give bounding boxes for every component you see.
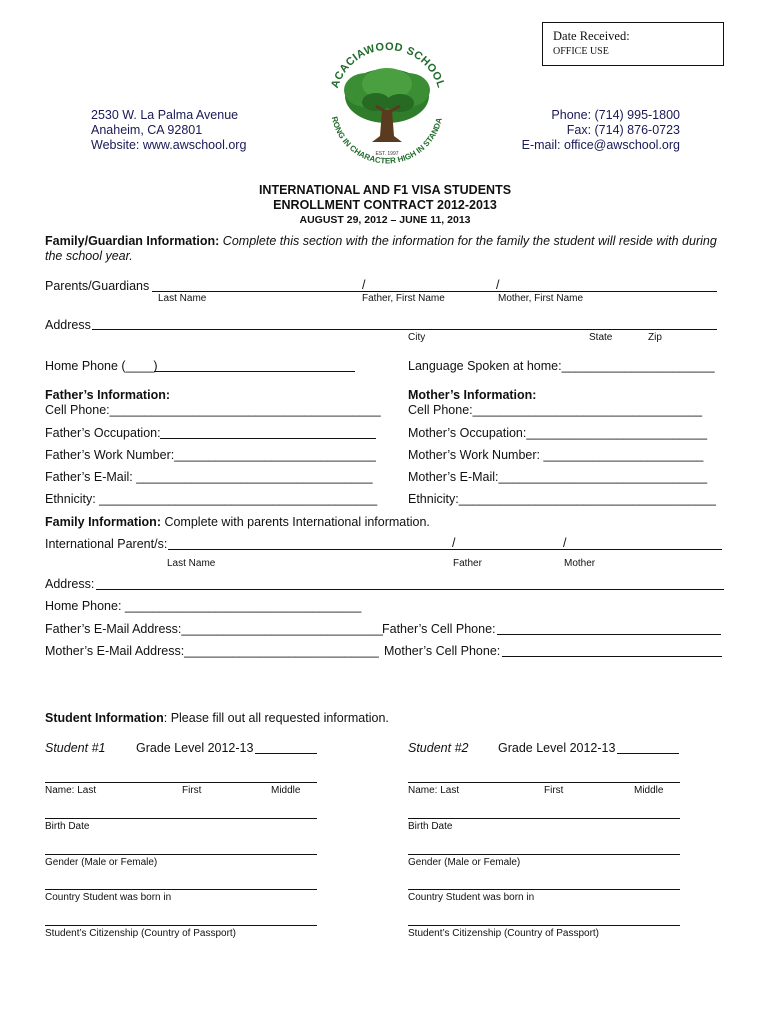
student-2-gender-field[interactable] <box>408 854 680 855</box>
family-guardian-heading: Family/Guardian Information: <box>45 234 220 248</box>
student-2-birthdate-field[interactable] <box>408 818 680 819</box>
title-line1: INTERNATIONAL AND F1 VISA STUDENTS <box>258 183 512 197</box>
family-guardian-instruction-2: the school year. <box>45 249 133 263</box>
father-email-field[interactable]: Father’s E-Mail: __________________________________ <box>45 470 373 484</box>
student-1-gender-field[interactable] <box>45 854 317 855</box>
school-contacts <box>520 108 680 153</box>
father-first-caption: Father, First Name <box>362 293 445 304</box>
mother-email-field[interactable]: Mother’s E-Mail:______________________________ <box>408 470 708 484</box>
address-label: Address <box>45 318 91 332</box>
student-2-middle-caption: Middle <box>634 785 664 796</box>
parents-guardians-label: Parents/Guardians <box>45 279 150 293</box>
svg-text:ACACIAWOOD SCHOOL: ACACIAWOOD SCHOOL <box>329 40 447 90</box>
student-1-label: Student #1 <box>45 741 106 755</box>
intl-slash-1: / <box>452 536 456 550</box>
mother-info-heading: Mother’s Information: <box>408 388 537 402</box>
father-cell-field[interactable]: Cell Phone:_______________________________________ <box>45 403 381 417</box>
student-2-first-caption: First <box>544 785 564 796</box>
student-1-grade-label: Grade Level 2012-13 <box>136 741 254 755</box>
intl-mother-email-field[interactable]: Mother’s E-Mail Address:____________________________ <box>45 644 379 658</box>
student-1-birthdate-field[interactable] <box>45 818 317 819</box>
school-address <box>91 108 246 153</box>
student-2-label: Student #2 <box>408 741 469 755</box>
mother-first-caption: Mother, First Name <box>498 293 584 304</box>
intl-address-label: Address: <box>45 577 95 591</box>
student-1-country-caption: Country Student was born in <box>45 892 172 903</box>
school-city: Anaheim, CA 92801 <box>91 123 203 137</box>
mother-occupation-field[interactable]: Mother’s Occupation:__________________________ <box>408 426 708 440</box>
student-2-citizenship-field[interactable] <box>408 925 680 926</box>
intl-mother-caption: Mother <box>564 558 596 569</box>
parents-slash-2: / <box>496 278 500 292</box>
father-work-field[interactable]: Father’s Work Number:_____________________________ <box>45 448 376 462</box>
school-logo <box>322 40 452 180</box>
student-1-gender-caption: Gender (Male or Female) <box>45 857 158 868</box>
student-1-citizenship-caption: Student’s Citizenship (Country of Passport) <box>45 928 237 939</box>
mother-ethnicity-field[interactable]: Ethnicity:_____________________________________ <box>408 492 716 506</box>
family-guardian-intro <box>45 234 717 248</box>
intl-mother-cell-label: Mother’s Cell Phone: <box>384 644 501 658</box>
parents-slash-1: / <box>362 278 366 292</box>
student-2-birthdate-caption: Birth Date <box>408 821 453 832</box>
student-info-heading: Student Information <box>45 711 164 725</box>
father-ethnicity-field[interactable]: Ethnicity: ________________________________________ <box>45 492 378 506</box>
student-1-name-field[interactable] <box>45 782 317 783</box>
school-logo-emblem <box>322 40 452 180</box>
intl-mother-cell-field[interactable] <box>502 656 722 657</box>
student-2-last-caption: Name: Last <box>408 785 460 796</box>
office-use-box <box>542 22 724 66</box>
student-1-middle-caption: Middle <box>271 785 301 796</box>
student-1-last-caption: Name: Last <box>45 785 97 796</box>
school-fax: Fax: (714) 876-0723 <box>566 123 680 137</box>
intl-father-cell-field[interactable] <box>497 634 721 635</box>
student-1-country-field[interactable] <box>45 889 317 890</box>
svg-text:EST. 1997: EST. 1997 <box>375 151 399 157</box>
school-street: 2530 W. La Palma Avenue <box>91 108 239 122</box>
intl-last-name-caption: Last Name <box>167 558 216 569</box>
intl-father-cell-label: Father’s Cell Phone: <box>382 622 496 636</box>
home-phone-field[interactable] <box>154 371 355 372</box>
address-field[interactable] <box>92 329 717 330</box>
international-parents-field[interactable] <box>168 549 722 550</box>
student-2-gender-caption: Gender (Male or Female) <box>408 857 521 868</box>
family-info-intro <box>45 515 430 529</box>
student-1-citizenship-field[interactable] <box>45 925 317 926</box>
father-occupation-field[interactable] <box>160 438 376 439</box>
mother-cell-field[interactable]: Cell Phone:_________________________________ <box>408 403 703 417</box>
intl-slash-2: / <box>563 536 567 550</box>
last-name-caption: Last Name <box>158 293 207 304</box>
student-2-grade-label: Grade Level 2012-13 <box>498 741 616 755</box>
intl-father-caption: Father <box>453 558 482 569</box>
intl-address-field[interactable] <box>96 589 724 590</box>
home-phone-label: Home Phone (____) <box>45 359 158 373</box>
student-2-grade-field[interactable] <box>617 753 679 754</box>
student-2-citizenship-caption: Student’s Citizenship (Country of Passport) <box>408 928 600 939</box>
intl-home-phone-field[interactable]: Home Phone: __________________________________ <box>45 599 362 613</box>
state-caption: State <box>589 332 613 343</box>
school-website: Website: www.awschool.org <box>91 138 247 152</box>
language-field[interactable]: Language Spoken at home:______________________ <box>408 359 715 373</box>
student-1-first-caption: First <box>182 785 202 796</box>
school-email: E-mail: office@awschool.org <box>521 138 680 152</box>
school-phone: Phone: (714) 995-1800 <box>551 108 680 122</box>
student-2-country-field[interactable] <box>408 889 680 890</box>
family-guardian-instruction: Complete this section with the information for the family the student will reside with during <box>219 234 717 248</box>
city-caption: City <box>408 332 426 343</box>
office-use-label: OFFICE USE <box>553 46 609 57</box>
father-info-heading: Father’s Information: <box>45 388 171 402</box>
zip-caption: Zip <box>648 332 662 343</box>
father-occupation-label: Father’s Occupation: <box>45 426 161 440</box>
student-2-name-field[interactable] <box>408 782 680 783</box>
family-info-instruction: Complete with parents International information. <box>160 515 430 529</box>
parents-guardians-field[interactable] <box>152 291 717 292</box>
title-line2: ENROLLMENT CONTRACT 2012-2013 <box>273 198 497 212</box>
student-1-grade-field[interactable] <box>255 753 317 754</box>
student-info-intro <box>45 711 389 725</box>
student-2-country-caption: Country Student was born in <box>408 892 535 903</box>
intl-father-email-field[interactable]: Father’s E-Mail Address:_____________________________ <box>45 622 384 636</box>
svg-text:STRONG IN CHARACTER HIGH IN ST: RONG IN CHARACTER HIGH IN STANDA <box>329 115 444 166</box>
title-line3: AUGUST 29, 2012 – JUNE 11, 2013 <box>299 214 471 226</box>
student-1-birthdate-caption: Birth Date <box>45 821 90 832</box>
mother-work-field[interactable]: Mother’s Work Number: _______________________ <box>408 448 704 462</box>
family-info-heading: Family Information: <box>45 515 161 529</box>
international-parents-label: International Parent/s: <box>45 537 168 551</box>
student-info-instruction: : Please fill out all requested information. <box>163 711 389 725</box>
date-received-label: Date Received: <box>553 29 630 43</box>
